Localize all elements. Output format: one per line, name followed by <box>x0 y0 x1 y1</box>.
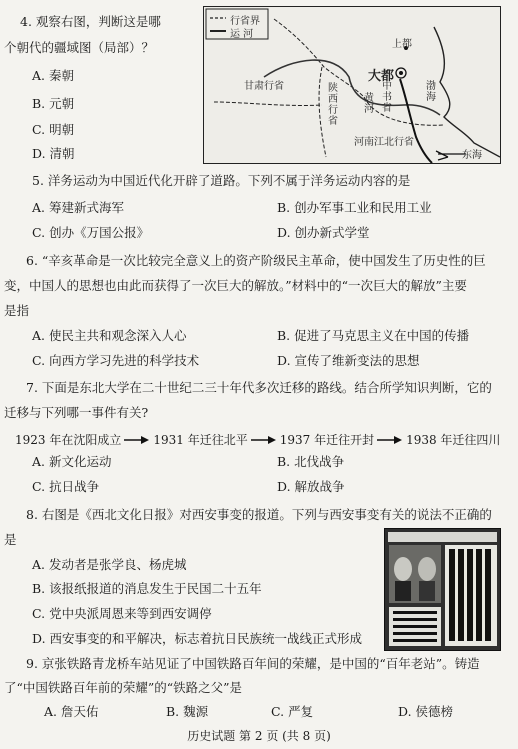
map-label-shaanxi: 陕西行省 <box>328 83 338 127</box>
q8-stem-line2: 是 <box>4 532 17 547</box>
q7-option-b[interactable]: B. 北伐战争 <box>277 454 345 469</box>
legend-river-label: 运 河 <box>230 29 254 40</box>
q4-stem-line1: 4. 观察右图，判断这是哪 <box>20 14 161 29</box>
q4-option-c[interactable]: C. 明朝 <box>32 122 75 137</box>
q4-option-a[interactable]: A. 秦朝 <box>32 68 74 83</box>
q8-option-d[interactable]: D. 西安事变的和平解决，标志着抗日民族统一战线正式形成 <box>32 631 363 646</box>
q7-option-c[interactable]: C. 抗日战争 <box>32 479 100 494</box>
q4-option-d[interactable]: D. 清朝 <box>32 146 75 161</box>
newspaper-image <box>385 529 500 650</box>
map-label-gansu: 甘肃行省 <box>244 81 284 92</box>
q9-option-b[interactable]: B. 魏源 <box>166 704 209 719</box>
q9-stem-line1: 9. 京张铁路青龙桥车站见证了中国铁路百年间的荣耀，是中国的“百年老站”。铸造 <box>26 656 480 671</box>
migration-route <box>15 431 500 448</box>
q4-stem-line2: 个朝代的疆域图（局部）？ <box>4 40 155 55</box>
map-label-dadu: 大都 <box>368 69 395 84</box>
map-label-bohai: 渤海 <box>426 81 436 103</box>
map-label-donghai: 东海 <box>462 150 482 161</box>
arrow-right-icon <box>377 435 403 445</box>
map-label-shangdu: 上都 <box>392 39 412 50</box>
q9-option-d[interactable]: D. 侯德榜 <box>398 704 454 719</box>
arrow-right-icon <box>124 435 150 445</box>
route-step-1931: 1931 年迁往北平 <box>153 433 248 447</box>
q5-option-c[interactable]: C. 创办《万国公报》 <box>32 225 150 240</box>
q6-option-d[interactable]: D. 宣传了维新变法的思想 <box>277 353 420 368</box>
q5-stem: 5. 洋务运动为中国近代化开辟了道路。下列不属于洋务运动内容的是 <box>32 173 411 188</box>
q5-option-a[interactable]: A. 筹建新式海军 <box>32 200 124 215</box>
q4-option-b[interactable]: B. 元朝 <box>32 96 75 111</box>
arrow-right-icon <box>251 435 277 445</box>
q5-option-d[interactable]: D. 创办新式学堂 <box>277 225 370 240</box>
q8-option-a[interactable]: A. 发动者是张学良、杨虎城 <box>32 557 187 572</box>
territory-map <box>203 6 501 164</box>
q6-option-c[interactable]: C. 向西方学习先进的科学技术 <box>32 353 200 368</box>
q8-stem-line1: 8. 右图是《西北文化日报》对西安事变的报道。下列与西安事变有关的说法不正确的 <box>26 507 492 522</box>
map-label-henan: 河南江北行省 <box>354 137 414 148</box>
q7-stem-line1: 7. 下面是东北大学在二十世纪二三十年代多次迁移的路线。结合所学知识判断，它的 <box>26 380 492 395</box>
q6-option-a[interactable]: A. 使民主共和观念深入人心 <box>32 328 187 343</box>
q8-option-b[interactable]: B. 该报纸报道的消息发生于民国二十五年 <box>32 581 262 596</box>
q5-option-b[interactable]: B. 创办军事工业和民用工业 <box>277 200 432 215</box>
q6-stem-line3: 是指 <box>4 303 30 318</box>
q7-option-d[interactable]: D. 解放战争 <box>277 479 345 494</box>
route-step-1937: 1937 年迁往开封 <box>279 433 375 447</box>
map-label-zhongshu: 中书省 <box>382 81 392 114</box>
q6-stem-line2: 变，中国人的思想也由此而获得了一次巨大的解放。”材料中的“一次巨大的解放”主要 <box>4 278 467 293</box>
q6-option-b[interactable]: B. 促进了马克思主义在中国的传播 <box>277 328 470 343</box>
route-step-1923: 1923 年在沈阳成立 <box>15 433 122 447</box>
q9-option-c[interactable]: C. 严复 <box>271 704 314 719</box>
q7-option-a[interactable]: A. 新文化运动 <box>32 454 112 469</box>
q7-stem-line2: 迁移与下列哪一事件有关? <box>4 405 149 420</box>
q9-option-a[interactable]: A. 詹天佑 <box>44 704 99 719</box>
q9-stem-line2: 了“中国铁路百年前的荣耀”的“铁路之父”是 <box>4 680 243 695</box>
newspaper-photo <box>384 528 501 651</box>
route-step-1938: 1938 年迁往四川 <box>406 433 501 447</box>
page-footer: 历史试题 第 2 页 (共 8 页) <box>187 729 331 743</box>
q6-stem-line1: 6. “辛亥革命是一次比较完全意义上的资产阶级民主革命，使中国发生了历史性的巨 <box>26 253 486 268</box>
q8-option-c[interactable]: C. 党中央派周恩来等到西安调停 <box>32 606 212 621</box>
map-label-huanghe: 黄河 <box>364 93 374 115</box>
legend-province-label: 行省界 <box>230 16 260 27</box>
